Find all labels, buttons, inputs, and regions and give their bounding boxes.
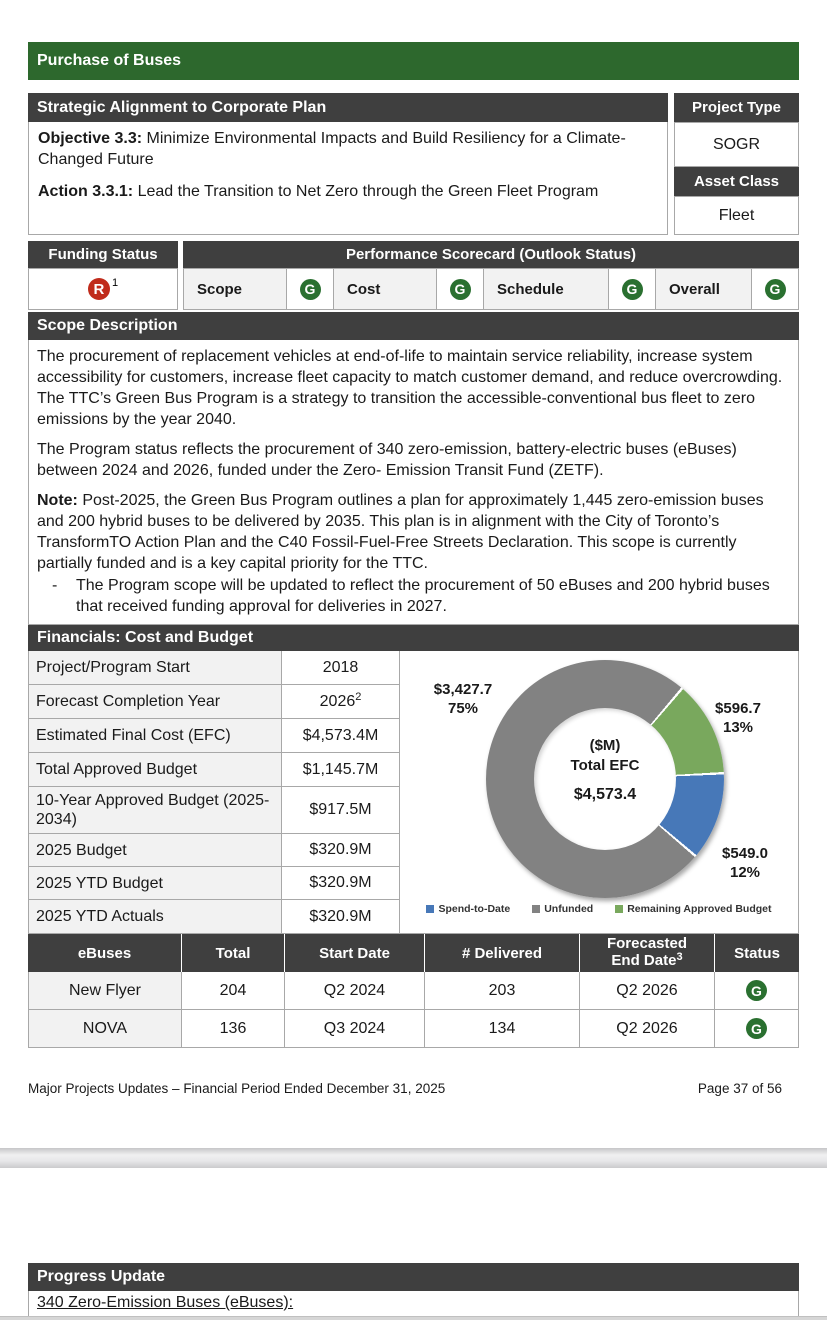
table-row [28, 867, 400, 900]
page-footer [28, 1081, 799, 1096]
forecast-footnote: 3 [676, 951, 683, 963]
scope-bullet [52, 575, 790, 617]
spend-pct: 12% [729, 864, 761, 881]
table-row-status-cell [715, 972, 799, 1010]
scope-description-header-label: Scope Description [37, 317, 178, 334]
funding-status-footnote: 1 [111, 277, 119, 289]
funding-status-cell [28, 268, 178, 310]
objective-text: Minimize Environmental Impacts and Build Resiliency for a Climate-Changed Future [38, 130, 626, 168]
progress-subheading: 340 Zero-Emission Buses (eBuses): [37, 1294, 294, 1311]
table-row [28, 685, 400, 719]
financial-row-label: 2025 Budget [28, 834, 282, 867]
progress-update-section [28, 1263, 799, 1316]
value-text: $4,573.4M [302, 726, 379, 744]
table-row [28, 719, 400, 753]
table-row-cell: 204 [182, 972, 285, 1010]
scorecard-headers [28, 241, 799, 268]
legend-item-remaining [615, 903, 771, 915]
forecasted-end-date-col-header [580, 934, 715, 972]
center-unit: ($M) [589, 737, 621, 754]
page-title [28, 42, 799, 80]
table-row-cell: Q2 2024 [285, 972, 425, 1010]
project-type-value: SOGR [674, 122, 799, 167]
value-text: $320.9M [309, 874, 372, 891]
new-flyer-green-badge: G [746, 980, 767, 1001]
spend-value: $549.0 [722, 845, 768, 862]
scorecard-row [28, 268, 799, 310]
legend-swatch-blue [426, 905, 434, 913]
legend-item-spend [426, 903, 510, 915]
table-row-cell: Q3 2024 [285, 1010, 425, 1048]
financial-row-value [282, 834, 400, 867]
table-row [28, 651, 400, 685]
footer-page-number: Page 37 of 56 [697, 1081, 782, 1096]
value-text: 2026 [319, 692, 356, 710]
financial-row-label: Forecast Completion Year [28, 685, 282, 719]
table-row [28, 787, 400, 834]
financials-header [28, 625, 799, 651]
forecast-header-text [607, 935, 687, 971]
scope-green-badge: G [300, 279, 321, 300]
total-col-header: Total [182, 934, 285, 972]
bullet-text: The Program scope will be updated to reflect the procurement of 50 eBuses and 200 hybrid buses that received funding approval for deliveries in 2027. [76, 577, 770, 615]
legend-label: Spend-to-Date [438, 903, 511, 915]
scope-paragraph-2: The Program status reflects the procurement of 340 zero-emission, battery-electric buses (eBuses) between 2024 and 2026, funded under the Zero- Emission Transit Fund (ZETF). [37, 441, 737, 479]
legend-label: Remaining Approved Budget [627, 903, 772, 915]
financial-row-value [282, 719, 400, 753]
table-row [28, 753, 400, 787]
chart-legend [400, 903, 798, 915]
financial-row-label: Total Approved Budget [28, 753, 282, 787]
value-text: 2018 [322, 658, 359, 676]
funding-status-red-badge: R [88, 278, 110, 300]
scope-note-paragraph [37, 490, 790, 574]
scorecard-schedule-status-cell [608, 268, 656, 310]
project-type-header-label: Project Type [692, 99, 781, 116]
scorecard-overall-status-cell [751, 268, 799, 310]
efc-donut-chart [400, 651, 799, 934]
status-col-header: Status [715, 934, 799, 972]
center-title: Total EFC [570, 757, 640, 774]
report-page-content [28, 0, 799, 1096]
objective-label: Objective 3.3: [38, 130, 143, 147]
page-title-label: Purchase of Buses [37, 52, 182, 69]
progress-update-body [28, 1291, 799, 1316]
unfunded-pct: 75% [447, 700, 479, 717]
table-row-status-cell [715, 1010, 799, 1048]
value-text: $917.5M [309, 801, 372, 818]
financial-row-value [282, 685, 400, 719]
scorecard-schedule-label: Schedule [483, 268, 609, 310]
legend-item-unfunded [532, 903, 593, 915]
performance-scorecard-header [183, 241, 799, 268]
table-row [28, 900, 400, 934]
financial-row-value [282, 753, 400, 787]
remaining-pct: 13% [722, 719, 754, 736]
unfunded-data-label [408, 680, 518, 718]
page-separator [0, 1148, 827, 1168]
project-meta-column [674, 93, 799, 235]
objective-paragraph [38, 128, 658, 170]
value-text: $1,145.7M [302, 760, 379, 778]
project-type-header [674, 93, 799, 122]
asset-class-header-label: Asset Class [693, 173, 780, 190]
next-section-edge [0, 1316, 827, 1320]
ebuses-col-header: eBuses [28, 934, 182, 972]
strategic-alignment-section [28, 93, 799, 235]
note-label: Note: [37, 492, 78, 509]
scorecard-cells [183, 268, 799, 310]
table-row-cell: NOVA [28, 1010, 182, 1048]
forecast-line1: Forecasted [606, 935, 688, 952]
legend-swatch-gray [532, 905, 540, 913]
financial-row-label: 2025 YTD Actuals [28, 900, 282, 934]
action-label: Action 3.3.1: [38, 183, 134, 200]
table-row-cell: Q2 2026 [580, 972, 715, 1010]
financial-row-label: 2025 YTD Budget [28, 867, 282, 900]
value-text: $320.9M [309, 841, 372, 858]
value-superscript: 2 [355, 690, 362, 703]
financials-body [28, 651, 799, 934]
overall-green-badge: G [765, 279, 786, 300]
note-text: Post-2025, the Green Bus Program outlines a plan for approximately 1,445 zero-emission buses and 200 hybrid buses to be delivered by 2035. This plan is in alignment with the City of Toronto’s TransformTO Action Plan and the C40 Fossil-Fuel-Free Streets Declaration. This scope is currently partially funded and is a key capital priority for the TTC. [37, 492, 764, 572]
remaining-budget-data-label [688, 699, 788, 737]
strategic-alignment-left [28, 93, 668, 235]
donut-center-label [525, 736, 685, 805]
financials-table [28, 651, 400, 934]
legend-swatch-green [615, 905, 623, 913]
remaining-value: $596.7 [715, 700, 761, 717]
spend-to-date-data-label [695, 844, 795, 882]
scorecard-overall-label: Overall [655, 268, 752, 310]
action-paragraph [38, 181, 658, 202]
footer-title: Major Projects Updates – Financial Period Ended December 31, 2025 [28, 1081, 446, 1096]
center-value: $4,573.4 [573, 786, 637, 803]
nova-green-badge: G [746, 1018, 767, 1039]
financial-row-label: 10-Year Approved Budget (2025-2034) [28, 787, 282, 834]
action-text: Lead the Transition to Net Zero through the Green Fleet Program [133, 183, 599, 200]
table-row-cell: Q2 2026 [580, 1010, 715, 1048]
table-row-cell: 136 [182, 1010, 285, 1048]
strategic-alignment-header-label: Strategic Alignment to Corporate Plan [37, 98, 327, 116]
cost-green-badge: G [450, 279, 471, 300]
delivered-col-header: # Delivered [425, 934, 580, 972]
performance-scorecard-header-label: Performance Scorecard (Outlook Status) [345, 246, 637, 263]
asset-class-value: Fleet [674, 196, 799, 235]
table-row-cell: 134 [425, 1010, 580, 1048]
financials-header-label: Financials: Cost and Budget [37, 629, 254, 646]
ebuses-table [28, 934, 799, 1048]
scope-description-header [28, 312, 799, 340]
forecast-line2: End Date [611, 952, 677, 969]
funding-status-header-label: Funding Status [48, 246, 158, 263]
table-row-cell: 203 [425, 972, 580, 1010]
asset-class-header [674, 167, 799, 196]
scope-description-body [28, 340, 799, 625]
scorecard-scope-status-cell [286, 268, 334, 310]
financial-row-value [282, 867, 400, 900]
start-date-col-header: Start Date [285, 934, 425, 972]
financial-row-value [282, 900, 400, 934]
scorecard-scope-label: Scope [183, 268, 287, 310]
strategic-alignment-body [28, 122, 668, 235]
financial-row-value [282, 787, 400, 834]
schedule-green-badge: G [622, 279, 643, 300]
scorecard-cost-label: Cost [333, 268, 437, 310]
funding-status-header [28, 241, 178, 268]
bullet-dash: - [52, 577, 58, 594]
legend-label: Unfunded [544, 903, 594, 915]
value-text: $320.9M [309, 907, 372, 925]
financial-row-label: Estimated Final Cost (EFC) [28, 719, 282, 753]
financial-row-label: Project/Program Start [28, 651, 282, 685]
scope-paragraph-1: The procurement of replacement vehicles at end-of-life to maintain service reliability, increase system accessibility for customers, increase fleet capacity to match customer demand, and reduce overcrowding. The TTC’s Green Bus Program is a strategy to transition the accessible-conventional bus fleet to zero emissions by the year 2040. [37, 348, 783, 428]
progress-update-header-label: Progress Update [37, 1268, 166, 1285]
scorecard-cost-status-cell [436, 268, 484, 310]
financial-row-value [282, 651, 400, 685]
table-row-cell: New Flyer [28, 972, 182, 1010]
progress-update-header [28, 1263, 799, 1291]
strategic-alignment-header [28, 93, 668, 122]
table-row [28, 834, 400, 867]
unfunded-value: $3,427.7 [433, 681, 493, 698]
